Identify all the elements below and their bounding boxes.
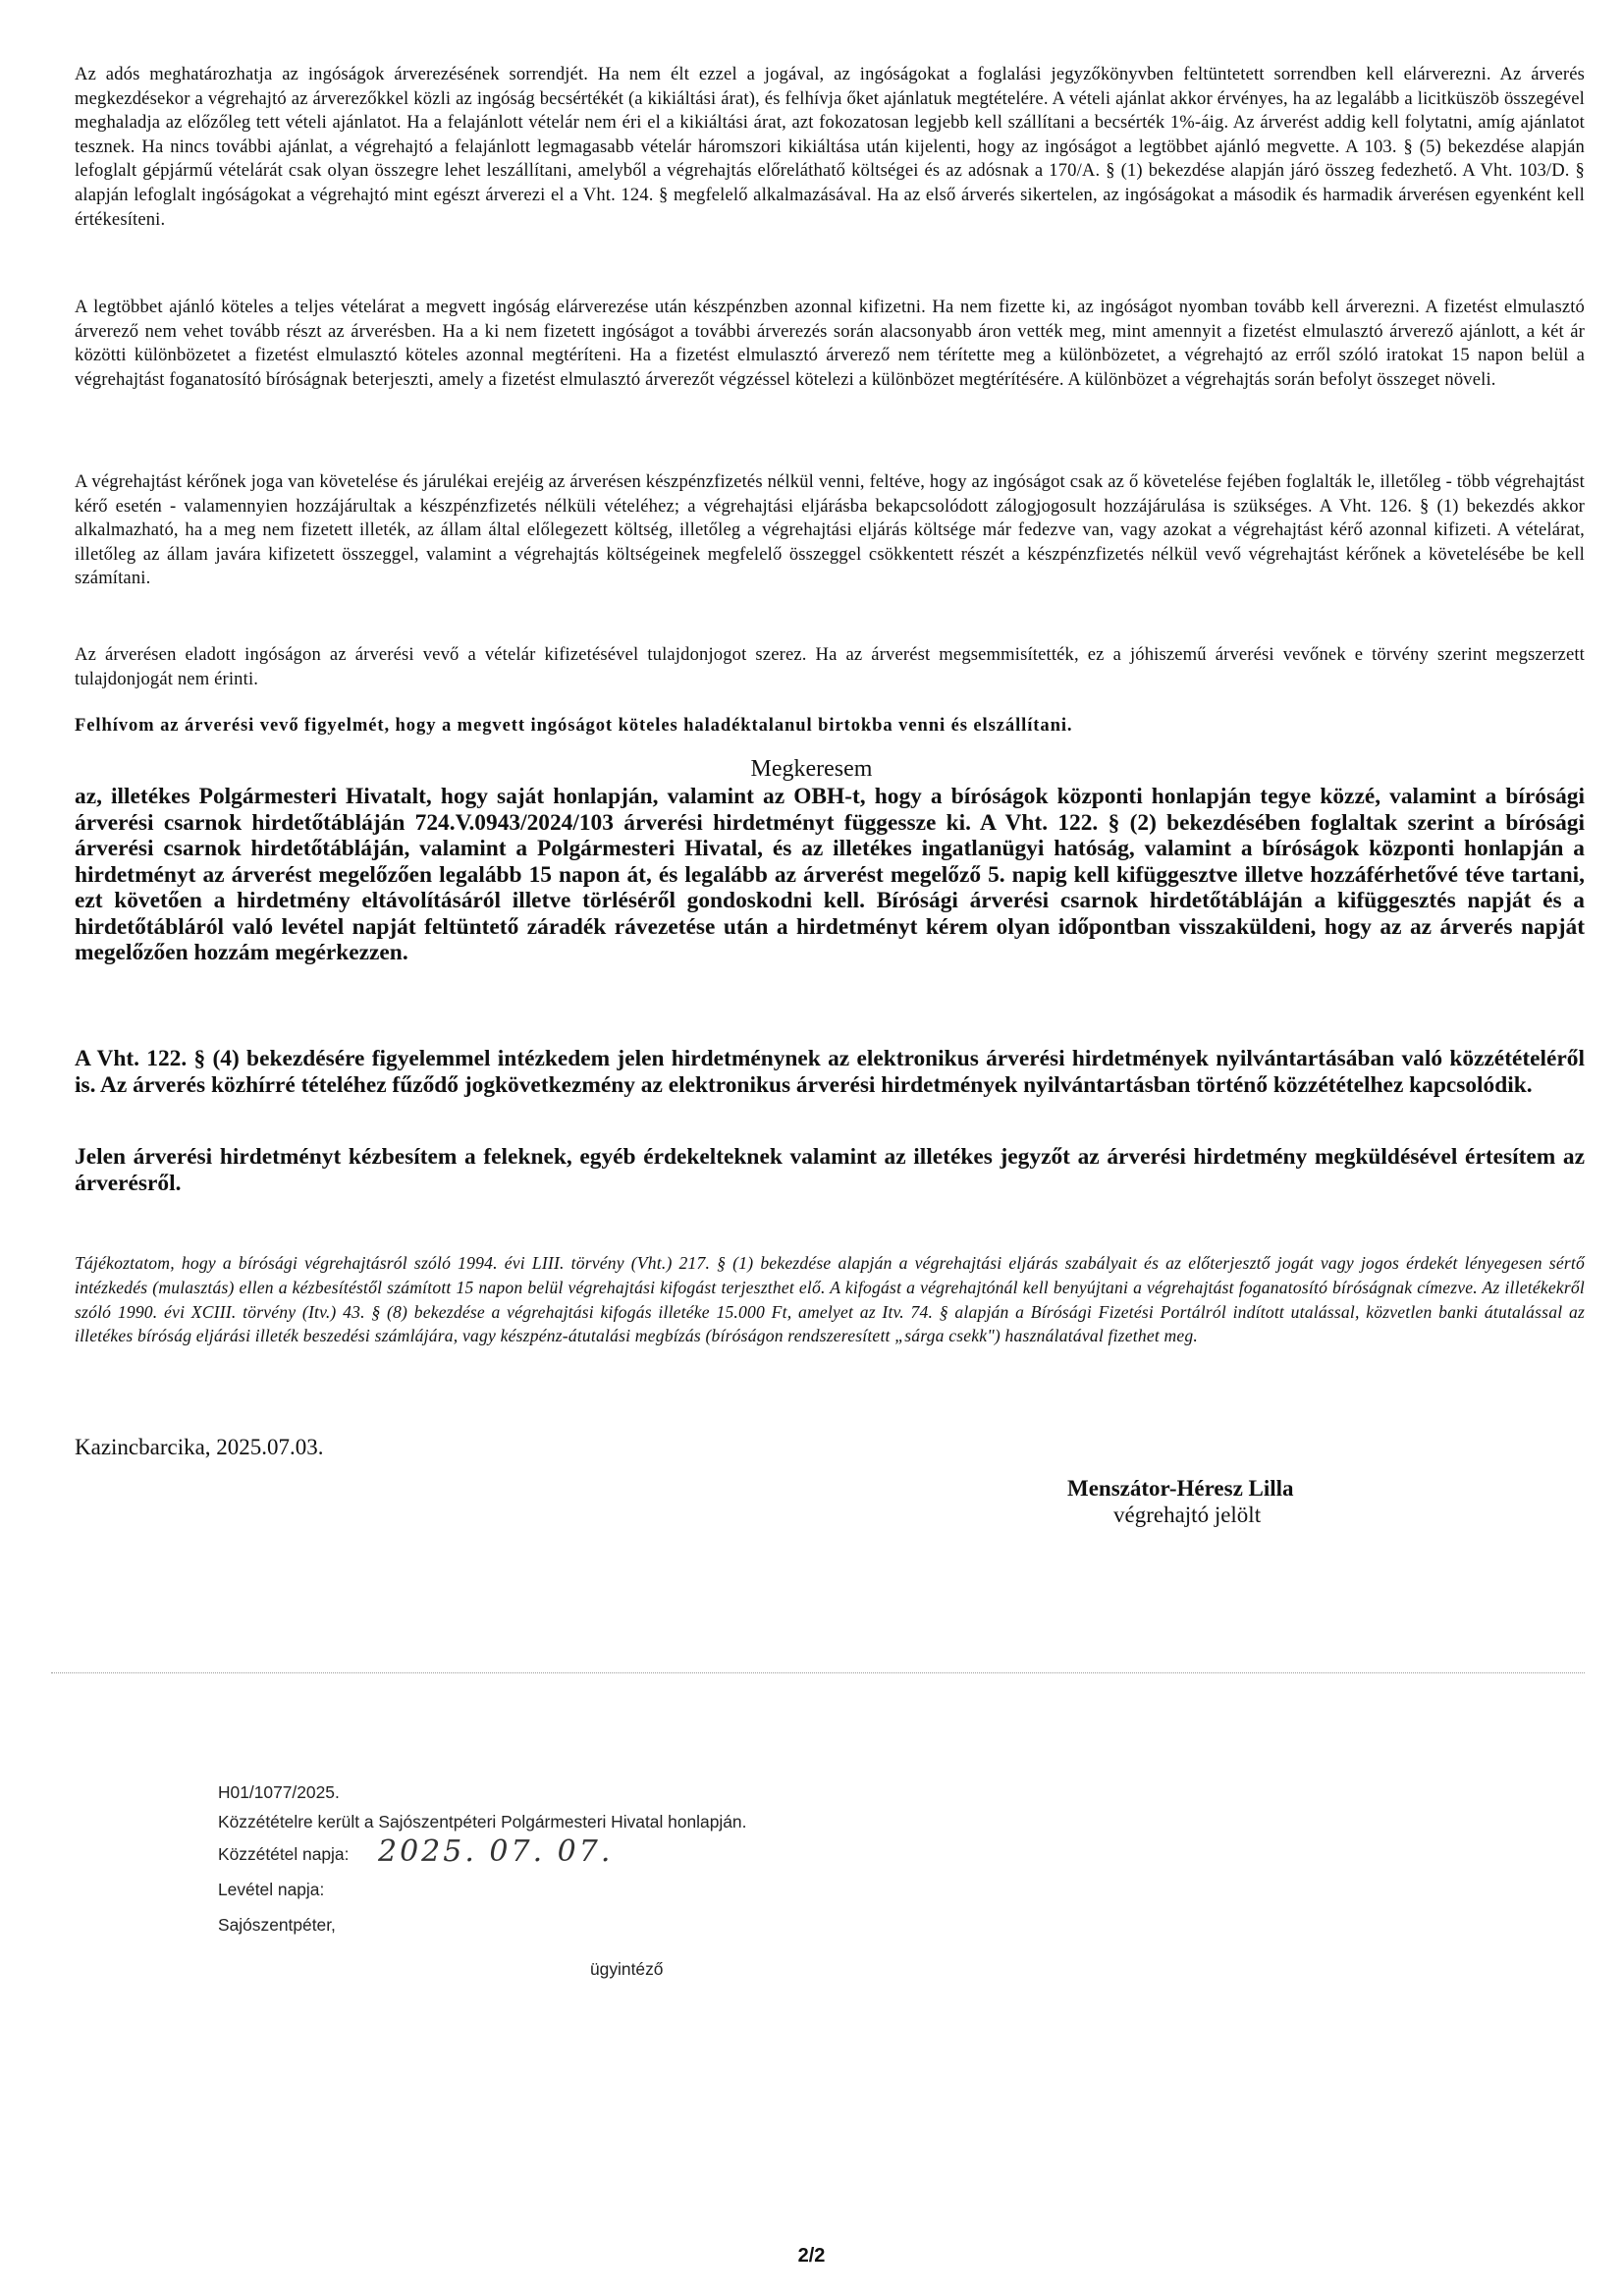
stamp-clerk: ügyintéző bbox=[590, 1959, 664, 1979]
stamp-reference: H01/1077/2025. bbox=[218, 1782, 340, 1802]
request-block-electronic-registry: A Vht. 122. § (4) bekezdésére figyelemmel intézkedem jelen hirdetménynek az elektronikus árverési hirdetmények nyilvántartásában való közzétételéről is. Az árverés közhírré tételéhez fűződő jogkövetkezmény az elektronikus árverési hirdetmények nyilvántartásban történő közzétételhez kapcsolódik. bbox=[75, 1046, 1585, 1098]
stamp-place: Sajószentpéter, bbox=[218, 1915, 336, 1935]
stamp-publication-date-label: Közzététel napja: bbox=[218, 1844, 350, 1864]
place-and-date: Kazincbarcika, 2025.07.03. bbox=[75, 1435, 324, 1459]
page-divider bbox=[51, 1672, 1585, 1673]
paragraph-ownership: Az árverésen eladott ingóságon az árverési vevő a vételár kifizetésével tulajdonjogot szerez. Ha az árverést megsemmisítették, ez a jóhiszemű árverési vevőnek e törvény szerint megszerzett tulajdonjogát nem érinti. bbox=[75, 644, 1585, 689]
paragraph-auction-order: Az adós meghatározhatja az ingóságok árverezésének sorrendjét. Ha nem élt ezzel a jogával, az ingóságokat a foglalási jegyzőkönyvben feltüntetett sorrendben kell elárverezni. Az árverés megkezdésekor a végrehajtó az árverezőkkel közli az ingóság becsértékét (a kikiáltási árat), és felhívja őket ajánlatuk megtételére. A vételi ajánlat akkor érvényes, ha az legalább a licitküszöb összegével meghaladja az előzőleg tett vételi ajánlatot. Ha a felajánlott vételár nem éri el a kikiáltási árat, azt fokozatosan legjebb kell szállítani a becsérték 1%-áig. Az árverést addig kell folytatni, amíg ajánlatot tesznek. Ha nincs további ajánlat, a végrehajtó a felajánlott legmagasabb vételár háromszori kikiáltása után kijelenti, hogy az ingóságot a legtöbbet ajánló megvette. A 103. § (5) bekezdése alapján lefoglalt gépjármű vételárát csak olyan összegre lehet leszállítani, amelyből a végrehajtás előreláthatő költségei és az adósnak a 170/A. § (1) bekezdése alapján járó összeg fedezhető. A Vht. 103/D. § alapján lefoglalt ingóságokat a végrehajtó mint egészt árverezi el a Vht. 124. § megfelelő alkalmazásával. Ha az első árverés sikertelen, az ingóságokat a második és harmadik árverésen egyenként kell értékesíteni. bbox=[75, 64, 1585, 230]
stamp-published-text: Közzétételre került a Sajószentpéteri Polgármesteri Hivatal honlapján. bbox=[218, 1812, 747, 1831]
legal-information: Tájékoztatom, hogy a bírósági végrehajtásról szóló 1994. évi LIII. törvény (Vht.) 217. § (1) bekezdése alapján a végrehajtási eljárás szabályait és az előterjesztő jogát vagy jogos érdekét lényegesen sértő intézkedés (mulasztás) ellen a kézbesítéstől számított 15 napon belül végrehajtási kifogást terjeszthet elő. A kifogást a végrehajtónál kell benyújtani a végrehajtást foganatosító bíróságnak címezve. Az illetékekről szóló 1990. évi XCIII. törvény (Itv.) 43. § (8) bekezdése a végrehajtási kifogás illetéke 15.000 Ft, amelyet az Itv. 74. § alapján a Bírósági Fizetési Portálról indított utalással, közvetlen banki átutalással az illetékes bíróság eljárási illeték beszedési számlájára, vagy készpénz-átutalási megbízás (bíróságon rendszeresített „sárga csekk") használatával fizethet meg. bbox=[75, 1253, 1585, 1346]
paragraph-creditor-rights: A végrehajtást kérőnek joga van követelése és járulékai erejéig az árverésen készpénzfizetés nélkül venni, feltéve, hogy az ingóságot csak az ő követelése fejében foglalták le, illetőleg - több végrehajtást kérő esetén - valamennyien hozzájárultak a készpénzfizetés nélküli vételéhez; a végrehajtási eljárásba bekapcsolódott zálogjogosult hozzájárulása is szükséges. A Vht. 126. § (1) bekezdés akkor alkalmazható, ha a meg nem fizetett illeték, az állam által előlegezett költség, illetőleg a végrehajtási eljárás költsége már fedezve van, vagy azokat a végrehajtást kérő azonnal kifizeti. A vételárat, illetőleg az állam javára kifizetett összeggel, valamint a végrehajtás költségeinek megfelelő összeggel csökkentett részét a készpénzfizetés nélkül vevő végrehajtást kérőnek a követelésébe be kell számítani. bbox=[75, 471, 1585, 589]
request-block-publication: az, illetékes Polgármesteri Hivatalt, hogy saját honlapján, valamint az OBH-t, hogy a bíróságok központi honlapján tegye közzé, valamint a bírósági árverési csarnok hirdetőtábláján 724.V.0943/2024/103 árverési hirdetményt függessze ki. A Vht. 122. § (2) bekezdésében foglaltak szerint a bírósági árverési csarnok hirdetőtábláján, valamint a Polgármesteri Hivatal, és az illetékes ingatlanügyi hatóság, valamint a bíróságok központi honlapján a hirdetményt az árverést megelőzően legalább 15 napon át, és legalább az árverést megelőző 5. napig kell kifüggesztve illetve hozzáférhetővé téve tartani, ezt követően a hirdetmény eltávolításáról illetve törléséről gondoskodni kell. Bírósági árverési csarnok hirdetőtábláján a kifüggesztés napját és a hirdetőtábláról való levétel napját feltüntető záradék rávezetése után a hirdetményt kérem olyan időpontban visszaküldeni, hogy az az árverés napját megelőzően hozzám megérkezzen. bbox=[75, 784, 1585, 965]
signatory-name: Menszátor-Héresz Lilla bbox=[1067, 1476, 1294, 1501]
page-number: 2/2 bbox=[797, 2245, 826, 2267]
stamp-removal-date-label: Levétel napja: bbox=[218, 1880, 325, 1899]
stamp-publication-date-handwritten: 2025. 07. 07. bbox=[378, 1834, 614, 1869]
request-heading: Megkeresem bbox=[750, 756, 873, 782]
signatory-role: végrehajtó jelölt bbox=[1113, 1503, 1262, 1527]
paragraph-payment: A legtöbbet ajánló köteles a teljes vételárat a megvett ingóság elárverezése után készpénzben azonnal kifizetni. Ha nem fizette ki, az ingóságot nyomban tovább kell árverezni. A fizetést elmulasztó árverező nem vehet tovább részt az árverésben. Ha a ki nem fizetett ingóságot a további árverezés során alacsonyabb áron vették meg, mint amennyit a fizetést elmulasztó árverező ajánlott, a két ár közötti különbözetet a fizetést elmulasztó köteles azonnal megtéríteni. Ha a fizetést elmulasztó árverező nem térítette meg a különbözetet, a végrehajtó az erről szóló iratokat 15 napon belül a végrehajtást foganatosító bíróságnak beterjeszti, amely a fizetést elmulasztó árverezőt végzéssel kötelezi a különbözet megtérítésére. A különbözet a végrehajtás során befolyt összeget növeli. bbox=[75, 297, 1585, 390]
buyer-notice: Felhívom az árverési vevő figyelmét, hogy a megvett ingóságot köteles haladéktalanul birtokba venni és elszállítani. bbox=[75, 715, 1073, 736]
request-block-delivery: Jelen árverési hirdetményt kézbesítem a feleknek, egyéb érdekelteknek valamint az illetékes jegyzőt az árverési hirdetmény megküldésével értesítem az árverésről. bbox=[75, 1144, 1585, 1196]
